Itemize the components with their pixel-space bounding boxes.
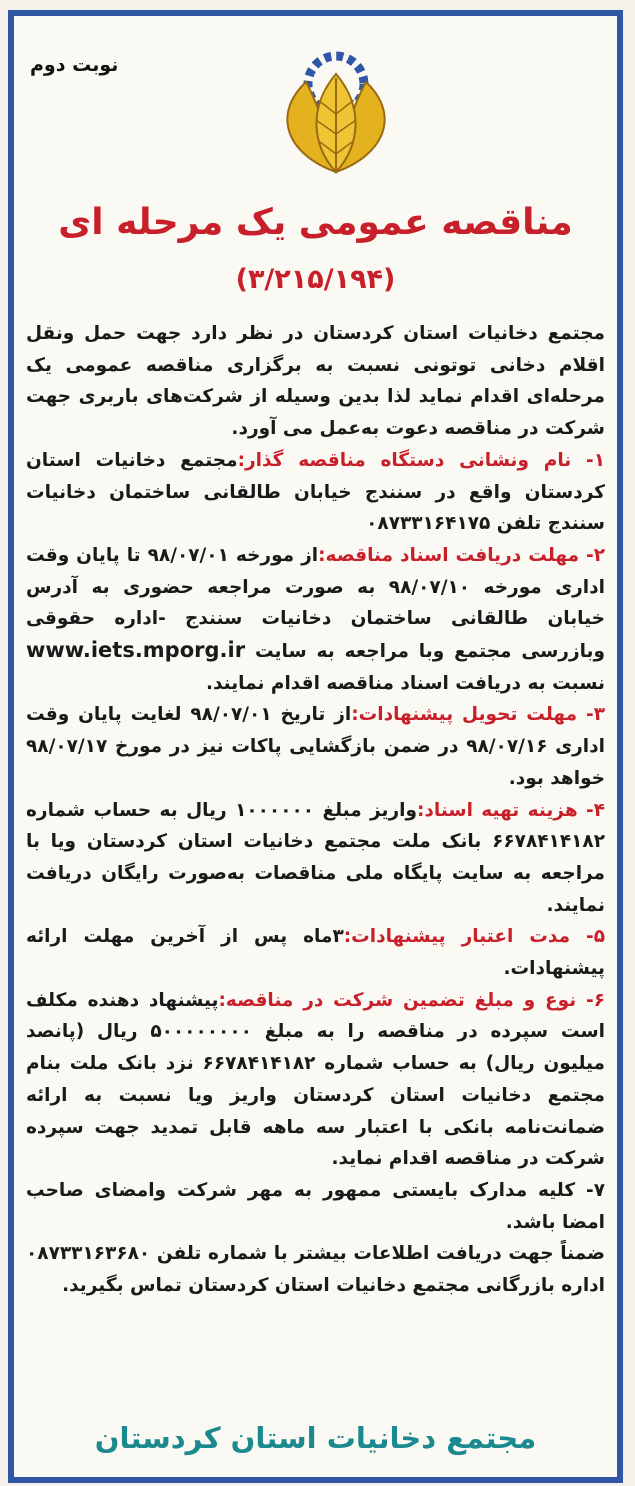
section-5 (26, 921, 605, 984)
website-link[interactable]: www.iets.mporg.ir (26, 638, 246, 663)
section-7-text: ۷- کلیه مدارک بایستی ممهور به مهر شرکت وامضای صاحب امضا باشد. (26, 1179, 605, 1233)
section-2-text: از مورخه ۹۸/۰۷/۰۱ تا پایان وقت اداری مورخه ۹۸/۰۷/۱۰ به صورت مراجعه حضوری به آدرس خیابان طالقانی ساختمان دخانیات سنندج -اداره حقوقی وبازرسی مجتمع وبا مراجعه به سایت (26, 544, 605, 663)
section-1-text: مجتمع دخانیات استان کردستان واقع در سنندج خیابان طالقانی ساختمان دخانیات سنندج تلفن ۰۸۷۳۳۱۶۴۱۷۵ (26, 449, 605, 535)
section-3-heading: ۳- مهلت تحویل پیشنهادات: (351, 704, 605, 726)
tender-number: (۳/۲۱۵/۱۹۴) (235, 264, 396, 295)
section-2-heading: ۲- مهلت دریافت اسناد مناقصه: (318, 544, 605, 566)
section-3-text: از تاریخ ۹۸/۰۷/۰۱ لغایت پایان وقت اداری ۹۸/۰۷/۱۶ در ضمن بازگشایی پاکات نیز در مورخ ۹۸/۰۷/۱۷ خواهد بود. (26, 704, 605, 789)
section-6-text: پیشنهاد دهنده مکلف است سپرده در مناقصه را به مبلغ ۵۰۰۰۰۰۰۰۰ ریال (پانصد میلیون ریال) به حساب شماره ۶۶۷۸۴۱۴۱۸۲ نزد بانک ملت بنام مجتمع دخانیات استان کردستان واریز ویا نسبت به ارائه ضمانت‌نامه بانکی با اعتبار سه ماهه قابل تمدید جهت سپرده شرکت در مناقصه اقدام نماید. (26, 989, 606, 1170)
tender-title: مناقصه عمومی یک مرحله ای (58, 202, 573, 243)
intro-paragraph: مجتمع دخانیات استان کردستان در نظر دارد جهت حمل ونقل اقلام دخانی توتونی نسبت به برگزاری مناقصه عمومی یک مرحله‌ای اقدام نماید لذا بدین وسیله از شرکت‌های باربری جهت شرکت در مناقصه دعوت به‌عمل می آورد. (26, 323, 605, 440)
section-5-heading: ۵- مدت اعتبار پیشنهادات: (343, 926, 605, 948)
turn-label: نوبت دوم (30, 54, 119, 76)
section-2-text-after: نسبت به دریافت اسناد مناقصه اقدام نمایند. (205, 672, 605, 694)
section-1 (26, 445, 605, 540)
section-7 (26, 1175, 605, 1238)
section-3 (26, 699, 605, 794)
closing-paragraph: ضمناً جهت دریافت اطلاعات بیشتر با شماره تلفن ۰۸۷۳۳۱۶۳۶۸۰ اداره بازرگانی مجتمع دخانیات استان کردستان تماس بگیرید. (26, 1243, 605, 1297)
notice-frame (8, 10, 623, 1483)
section-6-heading: ۶- نوع و مبلغ تضمین شرکت در مناقصه: (218, 989, 605, 1011)
section-4-heading: ۴- هزینه تهیه اسناد: (417, 799, 605, 821)
tobacco-leaf-logo (266, 44, 406, 182)
notice-content (24, 24, 607, 1469)
section-6 (26, 985, 605, 1175)
section-2 (26, 540, 605, 700)
section-4-text: واریز مبلغ ۱۰۰۰۰۰۰ ریال به حساب شماره ۶۶۷۸۴۱۴۱۸۲ بانک ملت مجتمع دخانیات استان کردستان ویا با مراجعه به سایت پایگاه ملی مناقصات به‌صورت رایگان دریافت نمایند. (26, 799, 605, 916)
issuer-signature: مجتمع دخانیات استان کردستان (94, 1421, 537, 1455)
leaf-icon (287, 74, 384, 172)
section-4 (26, 795, 605, 922)
section-5-text: ۳ماه پس از آخرین مهلت ارائه پیشنهادات. (26, 926, 605, 980)
notice-body (26, 318, 605, 1302)
section-1-heading: ۱- نام ونشانی دستگاه مناقصه گذار: (237, 449, 605, 471)
